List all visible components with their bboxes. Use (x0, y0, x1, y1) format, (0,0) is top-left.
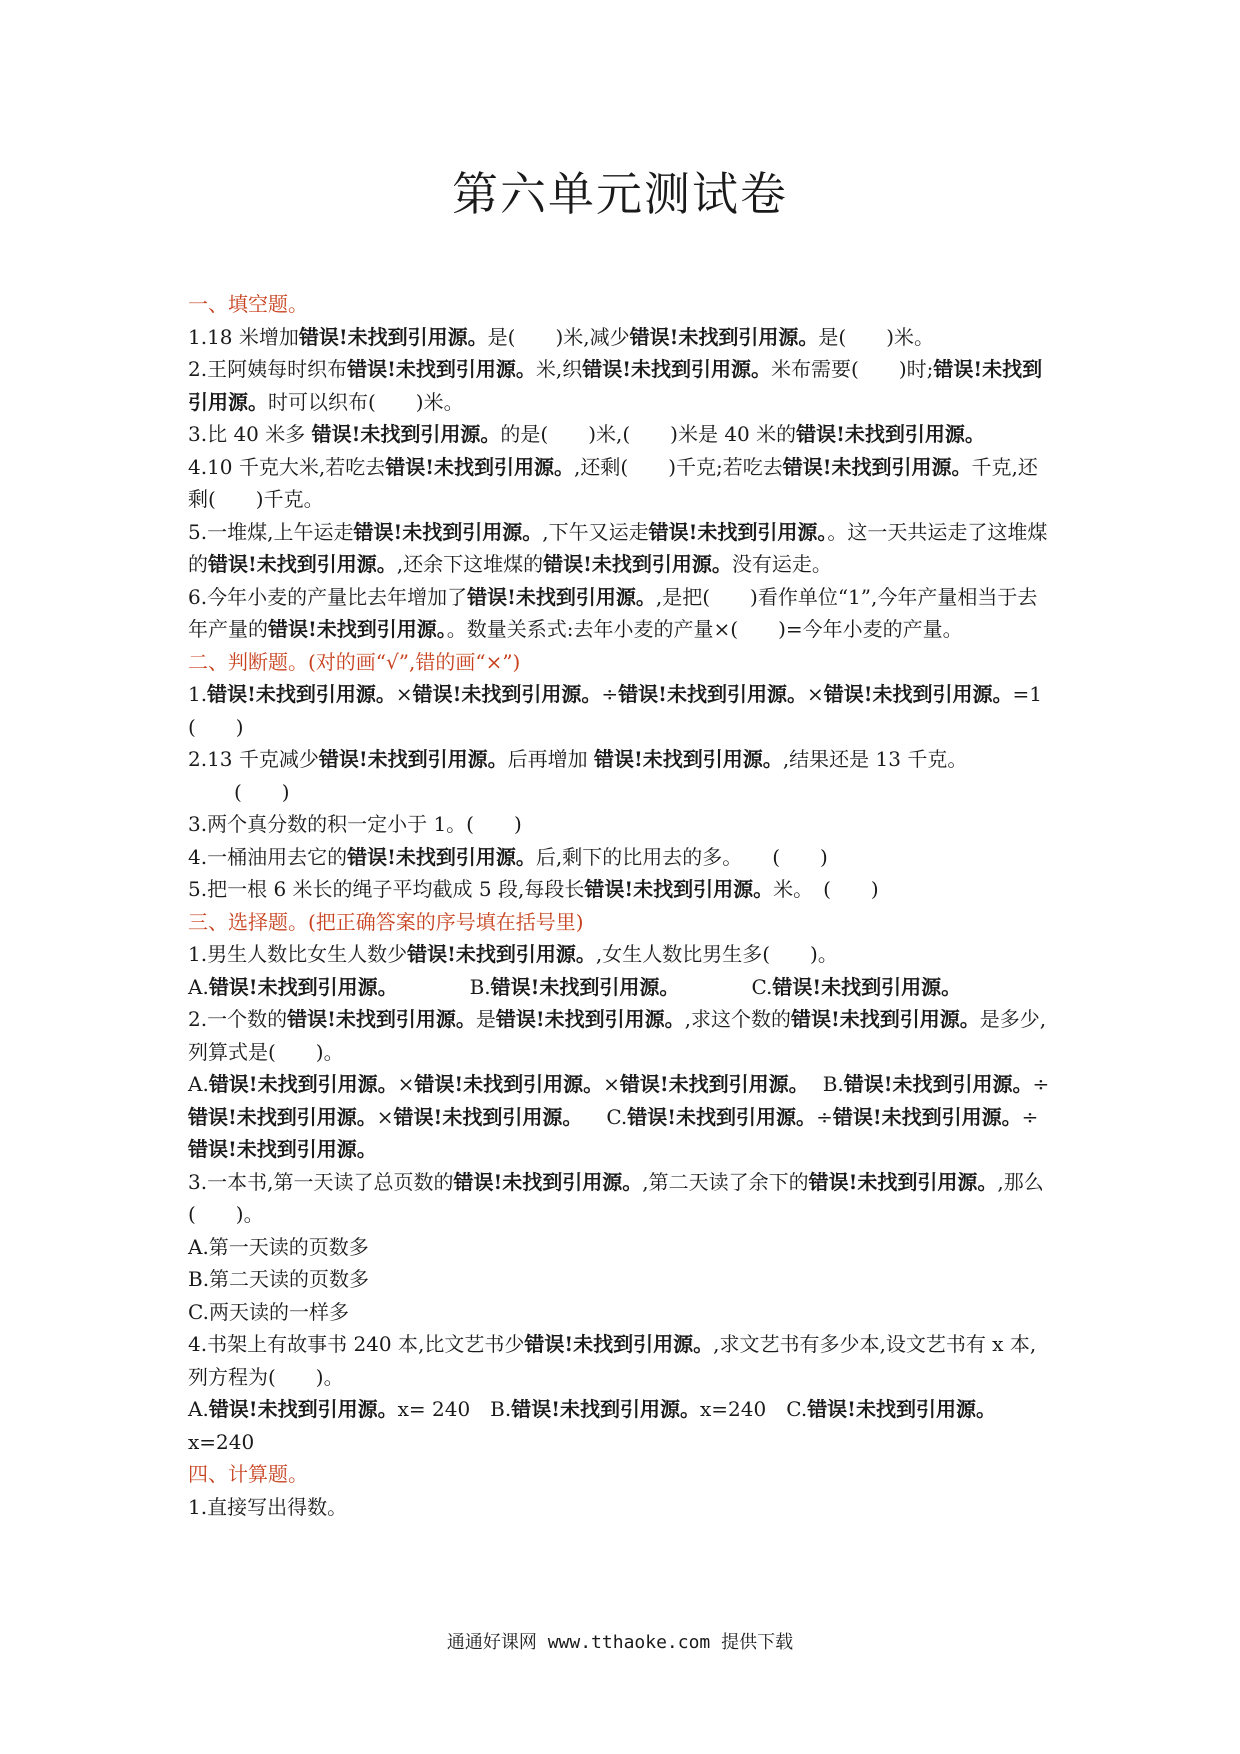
question-2-3: 3.两个真分数的积一定小于 1。( ) (188, 812, 522, 836)
section-heading-multiple-choice: 三、选择题。(把正确答案的序号填在括号里) (188, 909, 584, 934)
question-2-2-answer-blank: ( ) (234, 779, 290, 804)
section-heading-fill-blank: 一、填空题。 (188, 292, 308, 316)
question-1-2: 2.王阿姨每时织布错误!未找到引用源。米,织错误!未找到引用源。米布需要( )时;错误!未找到引用源。时可以织布( )米。 (188, 357, 1043, 414)
page-title: 第六单元测试卷 (452, 167, 788, 221)
question-1-4: 4.10 千克大米,若吃去错误!未找到引用源。,还剩( )千克;若吃去错误!未找到引用源。千克,还剩( )千克。 (188, 454, 1038, 511)
question-3-3-option-a: A.第一天读的页数多 (188, 1234, 369, 1259)
question-4-1: 1.直接写出得数。 (188, 1494, 348, 1519)
exam-body (188, 288, 1082, 1523)
question-3-3-option-c: C.两天读的一样多 (188, 1299, 349, 1324)
question-3-3: 3.一本书,第一天读了总页数的错误!未找到引用源。,第二天读了余下的错误!未找到引用源。,那么( )。 (188, 1169, 1044, 1226)
question-1-3: 3.比 40 米多 错误!未找到引用源。的是( )米,( )米是 40 米的错误!未找到引用源。 (188, 422, 985, 446)
question-3-3-option-b: B.第二天读的页数多 (188, 1267, 370, 1291)
question-3-4: 4.书架上有故事书 240 本,比文艺书少错误!未找到引用源。,求文艺书有多少本,设文艺书有 x 本,列方程为( )。 (188, 1332, 1037, 1389)
footer-source-note: 通通好课网 www.tthaoke.com 提供下载 (446, 1632, 794, 1653)
question-3-2: 2.一个数的错误!未找到引用源。是错误!未找到引用源。,求这个数的错误!未找到引用源。是多少,列算式是( )。 (188, 1007, 1047, 1064)
question-3-4-options: A.错误!未找到引用源。x= 240 B.错误!未找到引用源。x=240 C.错误!未找到引用源。x=240 (188, 1397, 996, 1454)
section-heading-calculation: 四、计算题。 (188, 1462, 308, 1486)
question-1-5: 5.一堆煤,上午运走错误!未找到引用源。,下午又运走错误!未找到引用源。。这一天共运走了这堆煤的错误!未找到引用源。,还余下这堆煤的错误!未找到引用源。没有运走。 (188, 519, 1048, 576)
question-2-1: 1.错误!未找到引用源。×错误!未找到引用源。÷错误!未找到引用源。×错误!未找到引用源。=1 ( ) (188, 682, 1082, 739)
question-3-2-options: A.错误!未找到引用源。×错误!未找到引用源。×错误!未找到引用源。 B.错误!未找到引用源。÷错误!未找到引用源。×错误!未找到引用源。 C.错误!未找到引用源。÷错误!未找到引用源。÷错误!未找到引用源。 (188, 1072, 1050, 1161)
question-3-1: 1.男生人数比女生人数少错误!未找到引用源。,女生人数比男生多( )。 (188, 942, 838, 966)
question-2-5: 5.把一根 6 米长的绳子平均截成 5 段,每段长错误!未找到引用源。米。 ( ) (188, 877, 879, 901)
question-3-1-options: A.错误!未找到引用源。 B.错误!未找到引用源。 C.错误!未找到引用源。 (188, 974, 962, 999)
section-heading-true-false: 二、判断题。(对的画“√”,错的画“×”) (188, 649, 521, 674)
question-1-6: 6.今年小麦的产量比去年增加了错误!未找到引用源。,是把( )看作单位“1”,今年产量相当于去年产量的错误!未找到引用源。。数量关系式:去年小麦的产量×( )=今年小麦的产量。 (188, 584, 1038, 641)
question-2-2: 2.13 千克减少错误!未找到引用源。后再增加 错误!未找到引用源。,结果还是 13 千克。 (188, 747, 968, 771)
question-2-4: 4.一桶油用去它的错误!未找到引用源。后,剩下的比用去的多。 ( ) (188, 844, 828, 869)
question-1-1: 1.18 米增加错误!未找到引用源。是( )米,减少错误!未找到引用源。是( )米。 (188, 324, 935, 349)
